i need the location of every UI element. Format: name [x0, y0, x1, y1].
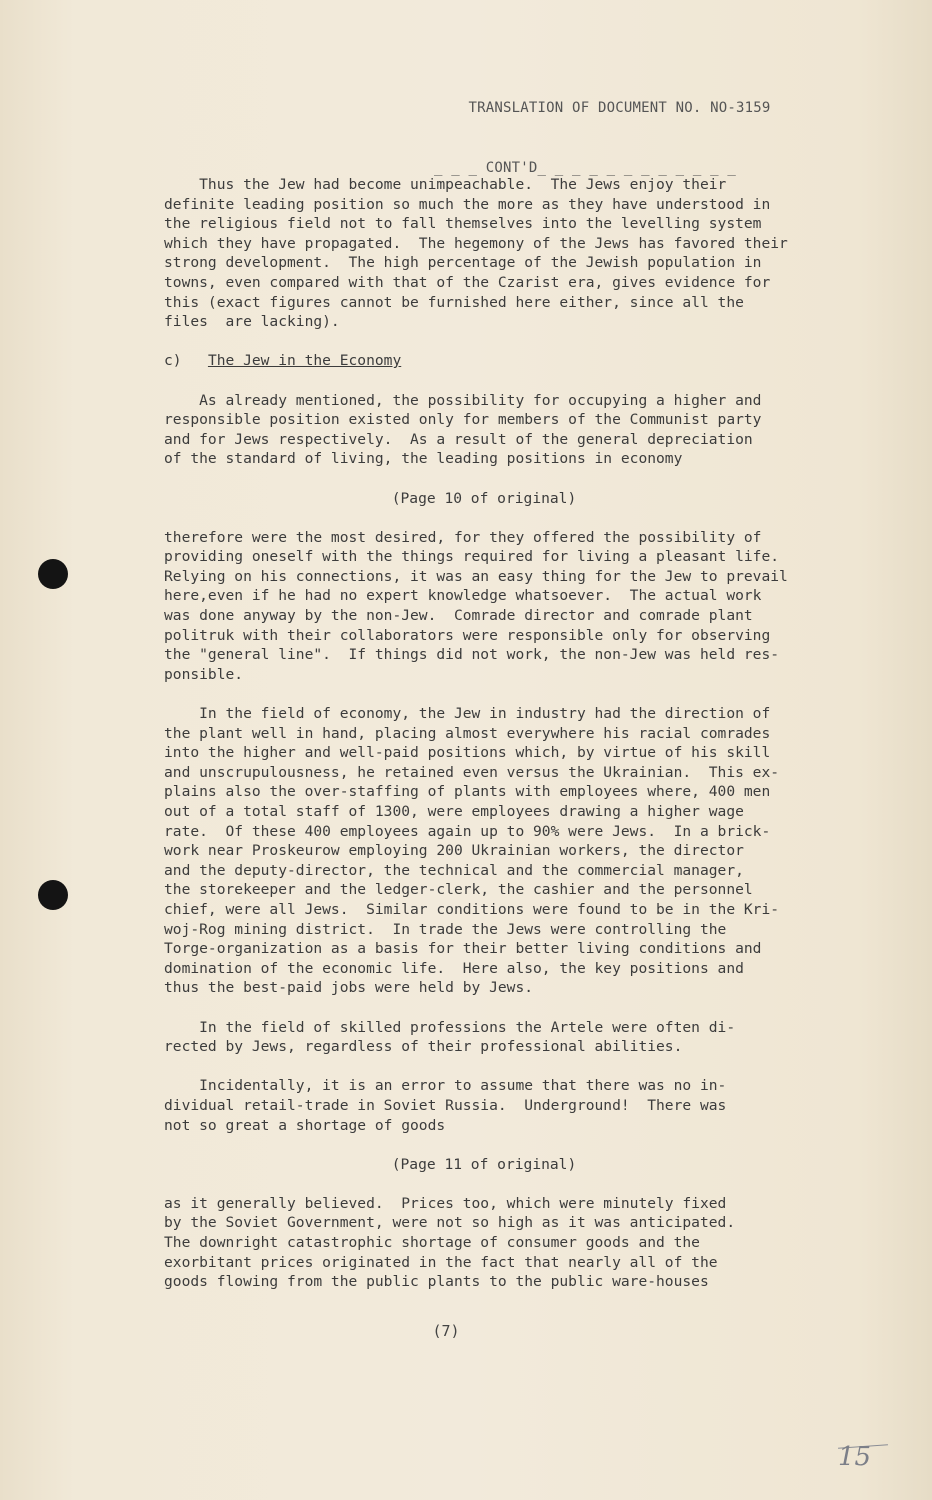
text-line: Incidentally, it is an error to assume that there was no in- [164, 1077, 727, 1095]
text-line: plains also the over-staffing of plants with employees where, 400 men [164, 783, 771, 801]
text-line: Relying on his connections, it was an easy thing for the Jew to prevail [164, 567, 788, 585]
text-line: and for Jews respectively. As a result of the general depreciation [164, 430, 753, 448]
paragraph-field-of-economy [164, 704, 864, 998]
paragraph-skilled-professions [164, 1018, 864, 1057]
text-line: the plant well in hand, placing almost everywhere his racial comrades [164, 724, 771, 742]
paragraph-retail-trade [164, 1076, 864, 1135]
text-line: strong development. The high percentage of the Jewish population in [164, 254, 762, 272]
text-line: Torge-organization as a basis for their better living conditions and [164, 940, 762, 958]
text-line: out of a total staff of 1300, were employees drawing a higher wage [164, 803, 744, 820]
text-line: rate. Of these 400 employees again up to 90% were Jews. In a brick- [164, 822, 771, 840]
original-page-marker-11: (Page 11 of original) [391, 1155, 577, 1173]
text-line: definite leading position so much the more as they have understood in [164, 195, 771, 213]
text-line: by the Soviet Government, were not so high as it was anticipated. [164, 1214, 736, 1232]
text-line: was done anyway by the non-Jew. Comrade director and comrade plant [164, 607, 753, 625]
text-line: The downright catastrophic shortage of consumer goods and the [164, 1234, 700, 1252]
section-heading-c [164, 351, 864, 371]
text-line: work near Proskeurow employing 200 Ukrainian workers, the director [164, 842, 744, 860]
text-line: Thus the Jew had become unimpeachable. The Jews enjoy their [164, 176, 727, 193]
punch-hole-bottom [38, 880, 68, 910]
paragraph-most-desired [164, 528, 864, 685]
text-line: domination of the economic life. Here also, the key positions and [164, 959, 744, 977]
page-number: (7) [432, 1322, 460, 1340]
text-line: here,even if he had no expert knowledge whatsoever. The actual work [164, 587, 762, 605]
document-body [164, 175, 864, 1311]
text-line: dividual retail-trade in Soviet Russia. Underground! There was [164, 1096, 727, 1114]
text-line: In the field of economy, the Jew in industry had the direction of [164, 705, 771, 723]
text-line: into the higher and well-paid positions which, by virtue of his skill [164, 744, 771, 762]
text-line: ponsible. [164, 665, 244, 683]
text-line: thus the best-paid jobs were held by Jews. [164, 979, 534, 997]
text-line: goods flowing from the public plants to the public ware-houses [164, 1273, 709, 1291]
text-line: which they have propagated. The hegemony of the Jews has favored their [164, 234, 788, 252]
paragraph-prices [164, 1194, 864, 1292]
section-title: The Jew in the Economy [207, 352, 402, 370]
text-line: of the standard of living, the leading positions in economy [164, 450, 683, 468]
punch-hole-top [38, 559, 68, 589]
paragraph-jew-unimpeachable [164, 175, 864, 332]
original-page-marker-10: (Page 10 of original) [391, 489, 577, 507]
handwritten-page-number: 15 [838, 1442, 872, 1472]
text-line: towns, even compared with that of the Czarist era, gives evidence for [164, 273, 771, 291]
text-line: exorbitant prices originated in the fact that nearly all of the [164, 1253, 718, 1271]
paragraph-leading-positions [164, 391, 864, 469]
text-line: files are lacking). [164, 313, 340, 331]
text-line: chief, were all Jews. Similar conditions were found to be in the Kri- [164, 900, 780, 918]
text-line: responsible position existed only for members of the Communist party [164, 411, 762, 429]
text-line: politruk with their collaborators were responsible only for observing [164, 626, 771, 644]
text-line: As already mentioned, the possibility for occupying a higher and [164, 391, 762, 409]
text-line: and unscrupulousness, he retained even versus the Ukrainian. This ex- [164, 763, 780, 781]
text-line: the storekeeper and the ledger-clerk, the cashier and the personnel [164, 881, 753, 899]
text-line: therefore were the most desired, for they offered the possibility of [164, 528, 762, 546]
text-line: providing oneself with the things required for living a pleasant life. [164, 548, 780, 566]
continued-marker: _ _ _ CONT'D_ _ _ _ _ _ _ _ _ _ _ _ [434, 160, 737, 176]
text-line: the "general line". If things did not work, the non-Jew was held res- [164, 646, 780, 664]
text-line: the religious field not to fall themselves into the levelling system [164, 215, 762, 233]
text-line: rected by Jews, regardless of their professional abilities. [164, 1038, 683, 1056]
text-line: as it generally believed. Prices too, which were minutely fixed [164, 1194, 727, 1212]
text-line: and the deputy-director, the technical and the commercial manager, [164, 861, 744, 879]
text-line: this (exact figures cannot be furnished here either, since all the [164, 293, 744, 311]
text-line: woj-Rog mining district. In trade the Jews were controlling the [164, 920, 727, 938]
section-label: c) [164, 352, 182, 370]
text-line: not so great a shortage of goods [164, 1116, 446, 1134]
text-line: In the field of skilled professions the Artele were often di- [164, 1018, 736, 1036]
translation-title: TRANSLATION OF DOCUMENT NO. NO-3159 [468, 100, 771, 116]
